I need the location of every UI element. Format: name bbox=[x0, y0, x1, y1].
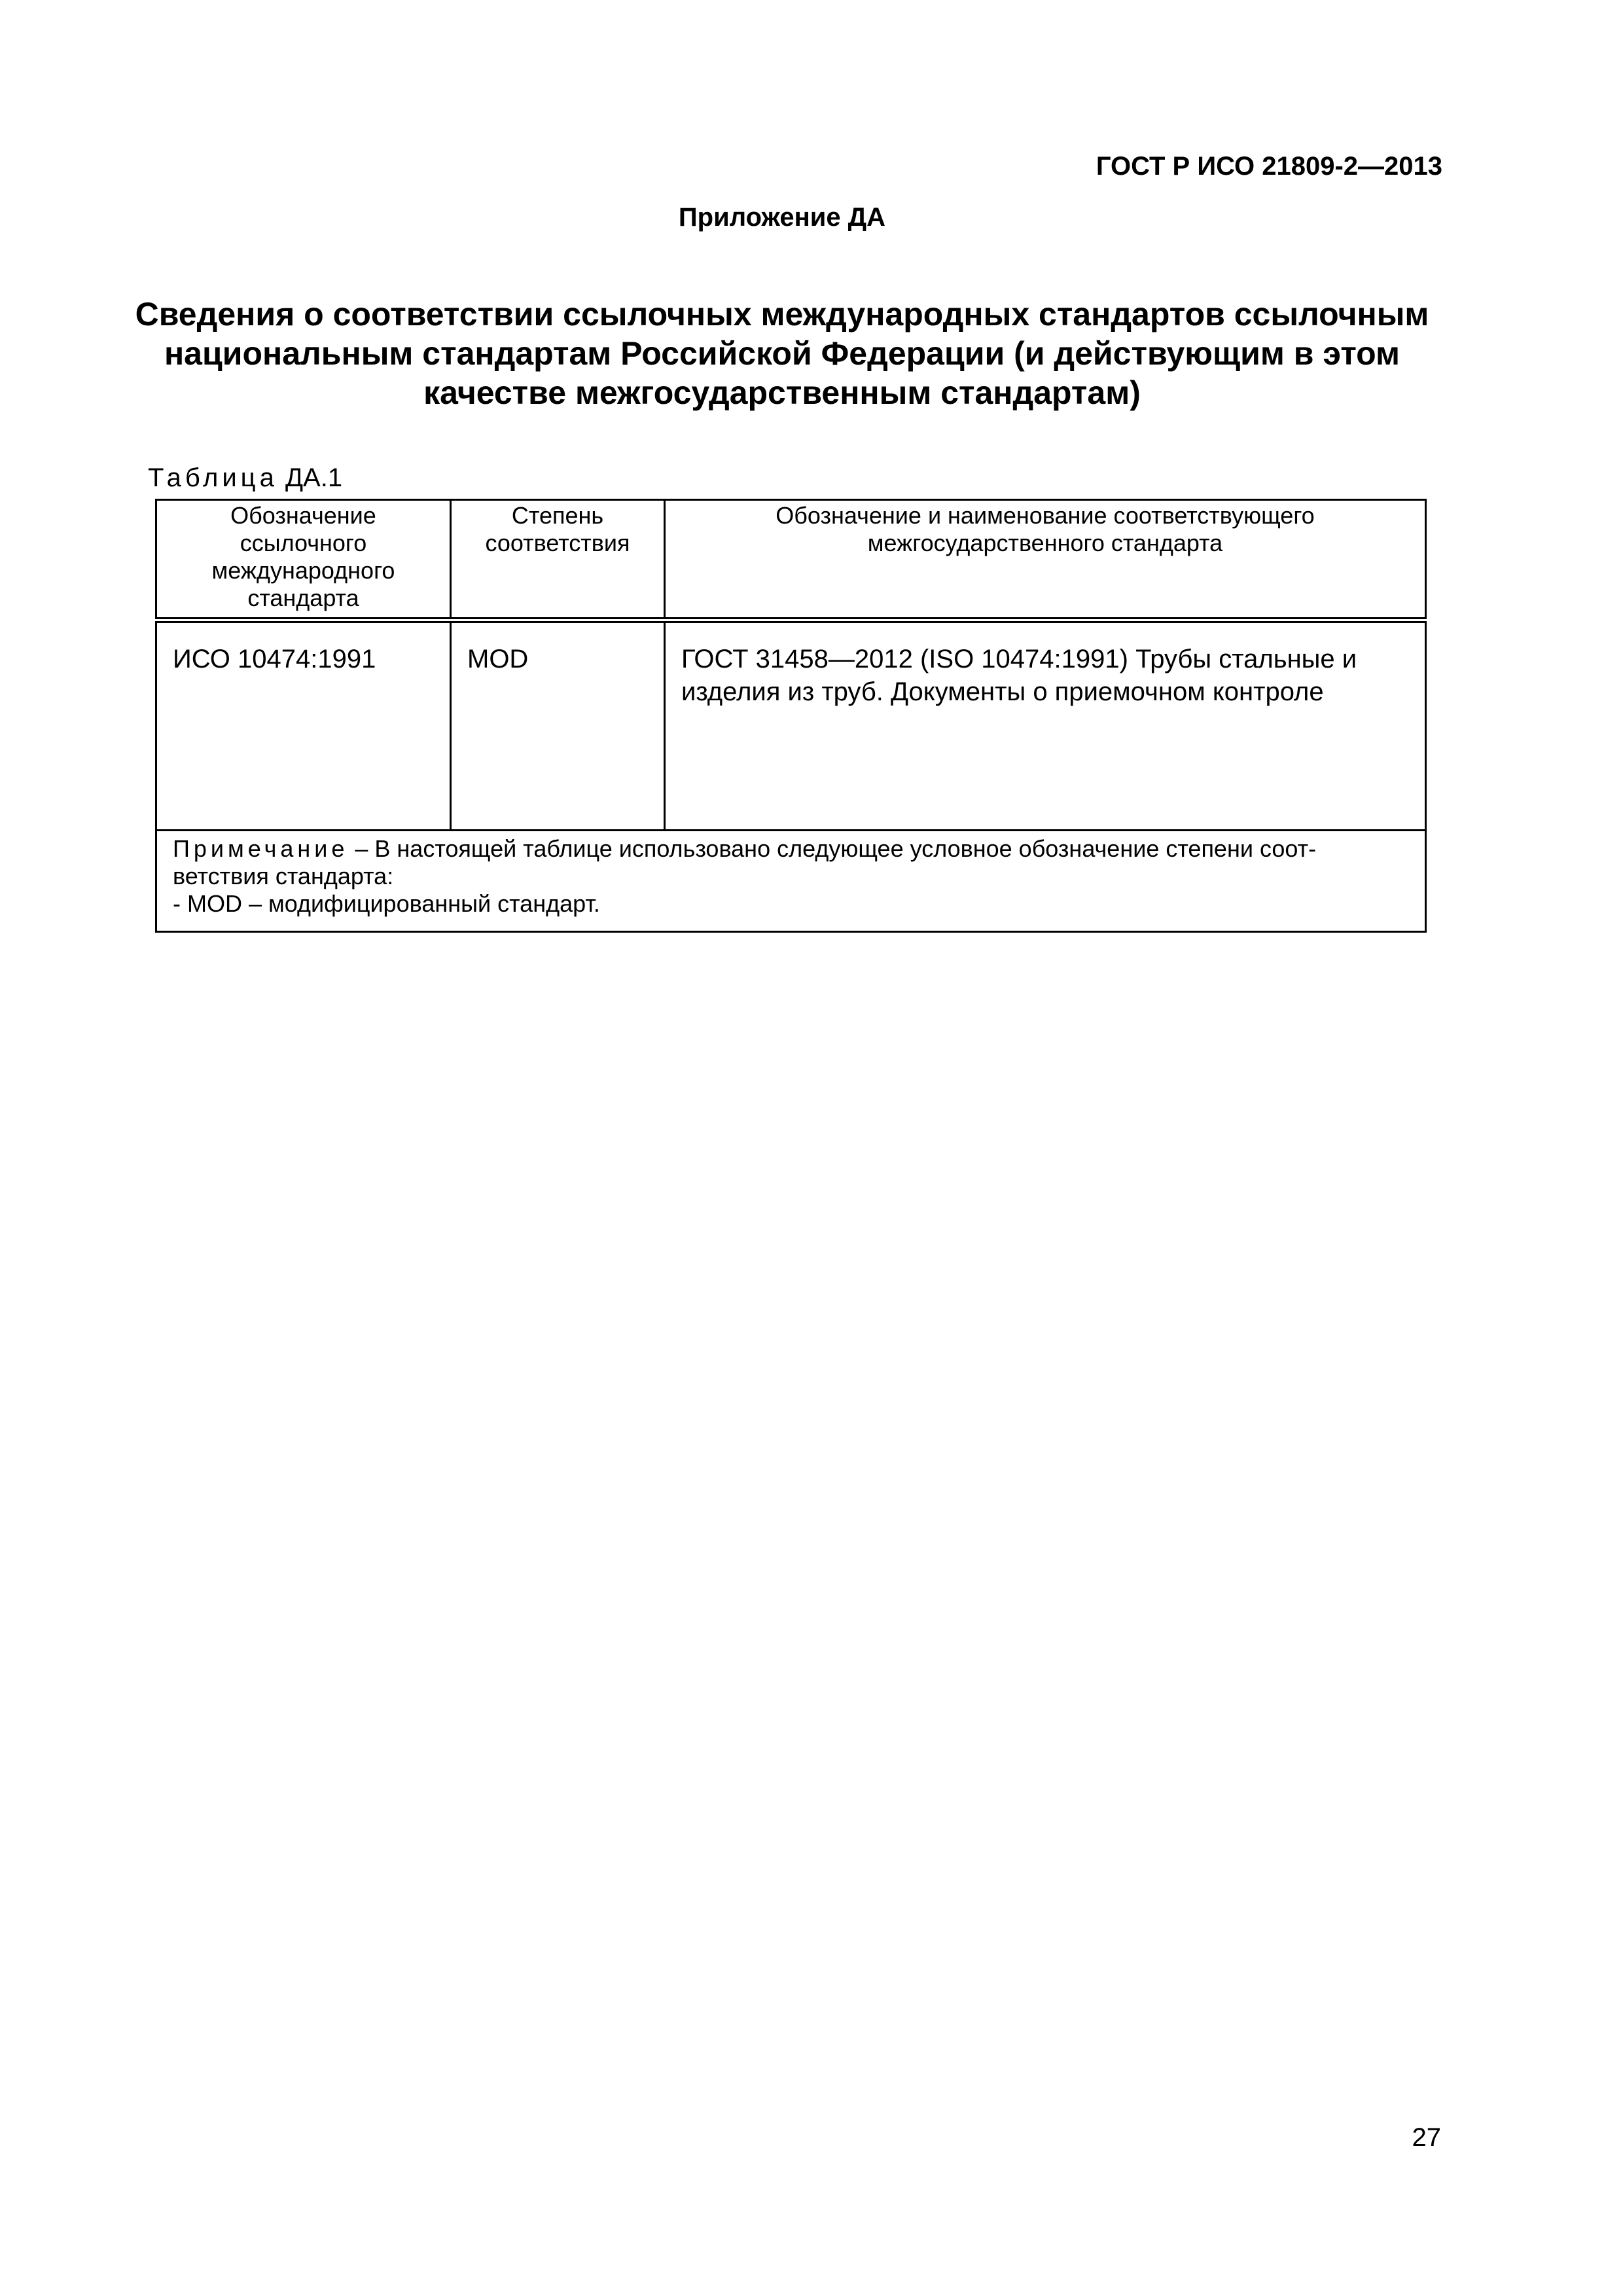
table-note-row bbox=[156, 831, 1426, 932]
cell-reference-standard: ИСО 10474:1991 bbox=[156, 620, 451, 831]
main-title-line: Сведения о соответствии ссылочных международных стандартов ссылочным bbox=[135, 296, 1429, 332]
table-header-row bbox=[156, 500, 1426, 620]
table-caption-word: Таблица bbox=[148, 463, 278, 492]
note-text: – В настоящей таблице использовано следующее условное обозначение степени соот-ветствия стандарта: bbox=[173, 835, 1317, 889]
table-caption bbox=[148, 463, 342, 493]
cell-degree: MOD bbox=[451, 620, 665, 831]
table-note bbox=[156, 831, 1426, 932]
note-label: Примечание bbox=[173, 835, 349, 862]
main-title-line: национальным стандартам Российской Федерации (и действующим в этом bbox=[164, 335, 1400, 372]
annex-title: Приложение ДА bbox=[678, 203, 886, 232]
page-number: 27 bbox=[1412, 2123, 1441, 2152]
table-caption-number: ДА.1 bbox=[285, 463, 343, 492]
main-title-line: качестве межгосударственным стандартам) bbox=[423, 374, 1141, 411]
document-code: ГОСТ Р ИСО 21809-2—2013 bbox=[1096, 152, 1442, 181]
column-header-national: Обозначение и наименование соответствующего межгосударственного стандарта bbox=[665, 500, 1426, 620]
correspondence-table bbox=[155, 499, 1427, 933]
column-header-degree: Степень соответствия bbox=[451, 500, 665, 620]
cell-national-standard: ГОСТ 31458—2012 (ISO 10474:1991) Трубы стальные и изделия из труб. Документы о приемочном контроле bbox=[665, 620, 1426, 831]
table-row bbox=[156, 620, 1426, 831]
main-title bbox=[98, 295, 1466, 412]
column-header-reference: Обозначение ссылочного международного стандарта bbox=[156, 500, 451, 620]
note-item: - MOD – модифицированный стандарт. bbox=[173, 890, 600, 917]
